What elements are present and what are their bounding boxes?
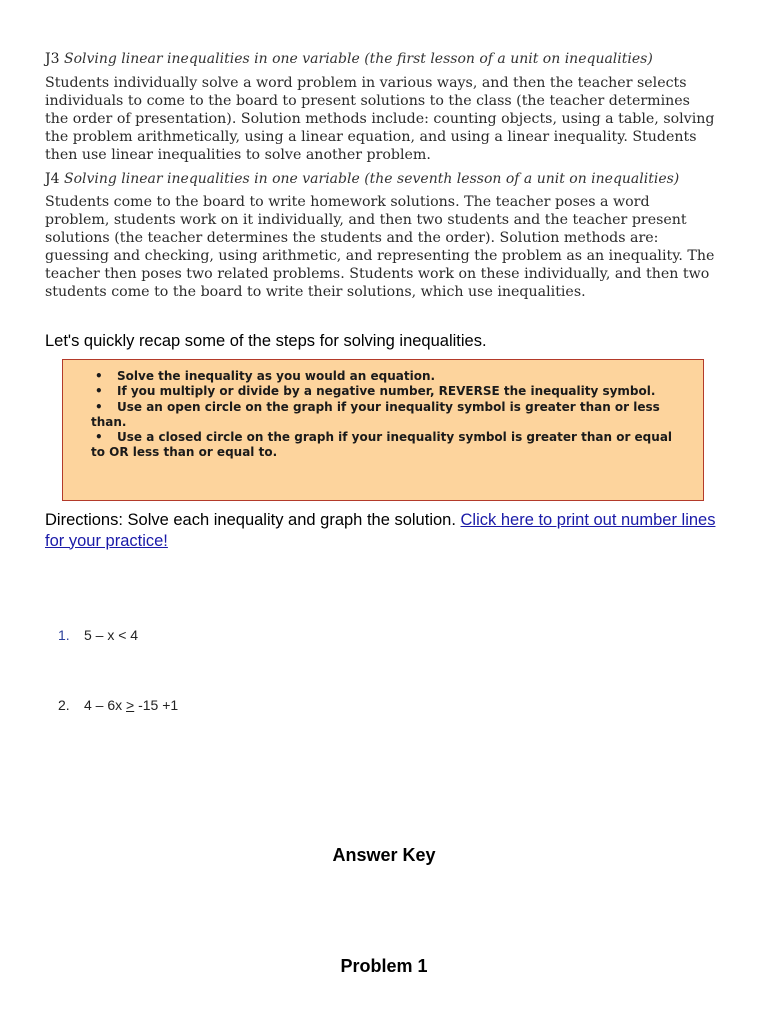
problem-expression-end: -15 +1	[134, 697, 179, 713]
problem-1-heading: Problem 1	[340, 956, 428, 976]
bullet-icon: •	[95, 369, 103, 383]
lesson-description-j4: Students come to the board to write homework solutions. The teacher poses a word problem, students work on it individually, and then two students and the teacher present solutions (the teacher determines the students and the order). Solution methods are: guessing and checking, using arithmetic, and representing the problem as an inequality. The teacher then poses two related problems. Students work on these individually, and then two students come to the board to write their solutions, which use inequalities.	[45, 194, 715, 300]
print-number-lines-link[interactable]: Click here to print out number lines for your practice!	[45, 511, 716, 550]
lesson-code: J3	[45, 51, 60, 67]
bullet-icon: •	[95, 399, 103, 414]
lesson-heading-j4	[45, 171, 715, 187]
problem-number: 1.	[58, 627, 70, 643]
lesson-heading-j3	[45, 51, 715, 67]
directions-text: Directions: Solve each inequality and graph the solution.	[45, 511, 461, 529]
tip-text: Solve the inequality as you would an equation.	[117, 369, 436, 383]
problem-expression: 5 – x < 4	[84, 627, 139, 643]
lesson-description-j3: Students individually solve a word problem in various ways, and then the teacher selects individuals to come to the board to present solutions to the class (the teacher determines the order of presentation). Solution methods include: counting objects, using a table, solving the problem arithmetically, using a linear equation, and using a linear inequality. Students then use linear inequalities to solve another problem.	[45, 75, 715, 163]
lesson-code: J4	[45, 171, 60, 187]
lesson-title: Solving linear inequalities in one variable (the seventh lesson of a unit on inequalities)	[63, 171, 680, 187]
directions	[45, 510, 725, 551]
problem-1	[58, 627, 138, 643]
tip-text: If you multiply or divide by a negative number, REVERSE the inequality symbol.	[117, 384, 656, 399]
answer-key-heading: Answer Key	[332, 845, 436, 865]
tip-item	[91, 430, 689, 461]
tips-box	[62, 359, 704, 501]
tip-item	[91, 384, 689, 399]
bullet-icon: •	[95, 430, 103, 445]
problem-expression-start: 4 – 6x	[84, 697, 127, 713]
problem-2	[58, 697, 178, 713]
bullet-icon: •	[95, 384, 103, 399]
tip-text: Use a closed circle on the graph if your inequality symbol is greater than or equal to OR less than or equal to.	[91, 430, 673, 460]
lesson-title: Solving linear inequalities in one variable (the first lesson of a unit on inequalities)	[63, 51, 653, 67]
recap-heading: Let's quickly recap some of the steps for solving inequalities.	[45, 332, 487, 350]
tip-item	[91, 369, 689, 384]
tips-list	[63, 360, 703, 461]
problem-number: 2.	[58, 697, 70, 713]
greater-equal-symbol: >	[126, 697, 135, 713]
tip-text: Use an open circle on the graph if your inequality symbol is greater than or less than.	[91, 399, 660, 429]
tip-item	[91, 400, 689, 431]
